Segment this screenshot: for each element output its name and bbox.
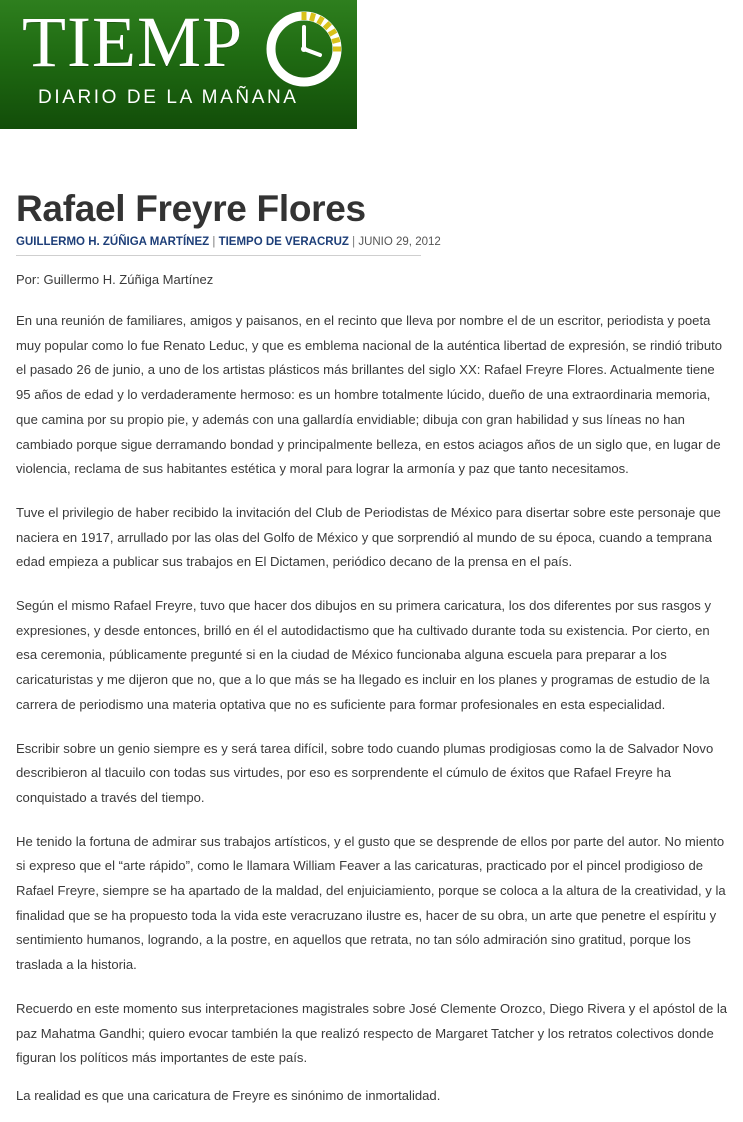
- clock-tick: [312, 13, 314, 21]
- clock-tick: [332, 39, 340, 41]
- masthead-logo[interactable]: [0, 0, 357, 129]
- byline: [16, 234, 441, 256]
- logo-title: TIEMP: [22, 2, 243, 82]
- paragraph: En una reunión de familiares, amigos y paisanos, en el recinto que lleva por nombre el de un escritor, periodista y poeta muy popular como lo fue Renato Leduc, y que es emblema nacional de la auténtica libertad de expresión, se rindió tributo el pasado 26 de junio, a uno de los artistas plásticos más brillantes del siglo XX: Rafael Freyre Flores. Actualmente tiene 95 años de edad y lo verdaderamente hermoso: es un hombre totalmente lúcido, dueño de una extraordinaria memoria, que camina por su propio pie, y además con una gallardía envidiable; dibuja con gran habilidad y sus líneas no han cambiado porque sigue derramando bondad y principalmente belleza, en estos aciagos años de un siglo que, en lugar de violencia, reclama de sus habitantes estética y moral para lograr la armonía y paz que tanto necesitamos.: [16, 313, 723, 477]
- clock-tick: [329, 31, 336, 35]
- section-link[interactable]: TIEMPO DE VERACRUZ: [218, 236, 349, 248]
- author-line: Por: Guillermo H. Zúñiga Martínez: [16, 272, 214, 287]
- article: [16, 187, 728, 1122]
- clock-tick: [319, 17, 323, 24]
- paragraph: Recuerdo en este momento sus interpretaciones magistrales sobre José Clemente Orozco, Diego Rivera y el apóstol de la paz Mahatma Gandhi; quiero evocar también la que realizó respecto de Margaret Tatcher y los retratos colectivos donde figuran los políticos más importantes de este país.: [16, 1000, 728, 1066]
- article-title: Rafael Freyre Flores: [16, 188, 366, 229]
- author-link[interactable]: GUILLERMO H. ZÚÑIGA MARTÍNEZ: [16, 236, 210, 248]
- logo-subtitle: DIARIO DE LA MAÑANA: [38, 87, 299, 108]
- paragraph: Tuve el privilegio de haber recibido la invitación del Club de Periodistas de México para disertar sobre este personaje que naciera en 1917, arrullado por las olas del Golfo de México y que sorprendió al mundo de su época, cuando a temprana edad empieza a publicar sus trabajos en El Dictamen, periódico decano de la prensa en el país.: [16, 504, 721, 570]
- paragraph: Escribir sobre un genio siempre es y será tarea difícil, sobre todo cuando plumas prodigiosas como la de Salvador Novo describieron al tlacuilo con todas sus virtudes, por eso es sorprendente el cúmulo de éxitos que Rafael Freyre ha conquistado a través del tiempo.: [16, 740, 714, 805]
- paragraph: He tenido la fortuna de admirar sus trabajos artísticos, y el gusto que se desprende de ellos por parte del autor. No miento si expreso que el “arte rápido”, como le llamara William Feaver a las caricaturas, practicado por el pincel prodigioso de Rafael Freyre, siempre se ha apartado de la maldad, del enjuiciamiento, porque se coloca a la altura de la creatividad, y la finalidad que se ha propuesto toda la vida este veracruzano ilustre es, hacer de su obra, un arte que penetre el espíritu y sentimiento humanos, logrando, a la postre, en aquellos que retrata, no tan sólo admiración sino gratitud, porque los traslada a la historia.: [16, 833, 726, 973]
- byline-separator: |: [212, 236, 216, 248]
- publish-date: JUNIO 29, 2012: [358, 236, 441, 248]
- paragraph: La realidad es que una caricatura de Freyre es sinónimo de inmortalidad.: [16, 1088, 441, 1104]
- clock-o-icon: [262, 7, 346, 91]
- paragraph: Según el mismo Rafael Freyre, tuvo que hacer dos dibujos en su primera caricatura, los dos diferentes por sus rasgos y expresiones, y desde entonces, brilló en él el autodidactismo que ha cultivado durante toda su existencia. Por cierto, en esa ceremonia, públicamente pregunté si en la ciudad de México funcionaba alguna escuela para preparar a los caricaturistas y me dijeron que no, que a lo que más se ha llegado es incluir en los planes y programas de estudio de la carrera de periodismo una materia optativa que no es suficiente para formar profesionales en esta especialidad.: [16, 598, 712, 712]
- byline-separator: |: [352, 236, 356, 248]
